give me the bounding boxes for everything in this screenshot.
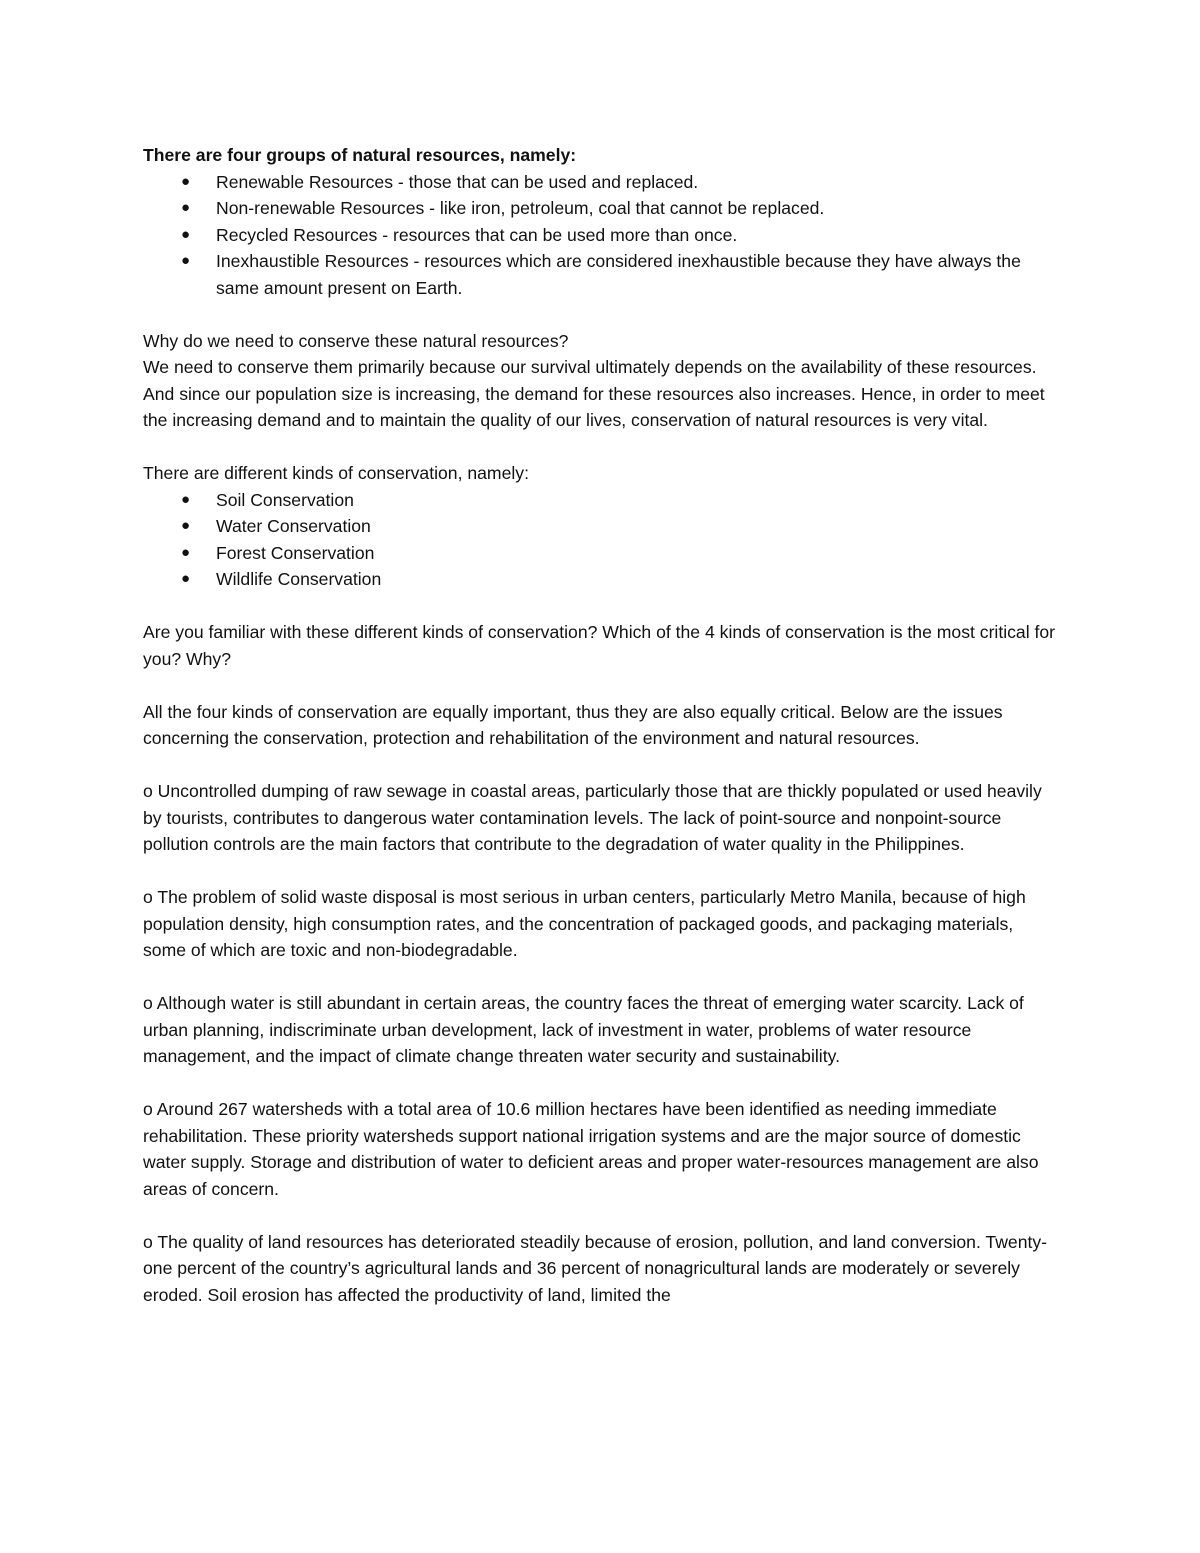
why-question: Why do we need to conserve these natural resources? [143,330,569,351]
issue-paragraph: o Although water is still abundant in certain areas, the country faces the threat of emerging water scarcity. Lack of urban planning, indiscriminate urban development, lack of investment in water, problems of water resource management, and the impact of climate change threaten water security and sustainability. [143,993,1024,1066]
bullet-icon: ● [181,543,191,561]
list-item: ● Non-renewable Resources - like iron, petroleum, coal that cannot be replaced. [143,195,1058,222]
list-item: ● Forest Conservation [143,540,1058,567]
bullet-icon: ● [181,490,191,508]
list-item: ● Water Conservation [143,513,1058,540]
issue-paragraph: o Uncontrolled dumping of raw sewage in coastal areas, particularly those that are thickly populated or used heavily by tourists, contributes to dangerous water contamination levels. The lack of point-source and nonpoint-source pollution controls are the main factors that contribute to the degradation of water quality in the Philippines. [143,781,1042,854]
list-item: ● Recycled Resources - resources that can be used more than once. [143,222,1058,249]
bullet-icon: ● [181,225,191,243]
issue-paragraph: o Around 267 watersheds with a total area of 10.6 million hectares have been identified as needing immediate rehabilitation. These priority watersheds support national irrigation systems and are the major source of domestic water supply. Storage and distribution of water to deficient areas and proper water-resources management are also areas of concern. [143,1099,1039,1199]
bullet-icon: ● [181,172,191,190]
list-item: ● Soil Conservation [143,487,1058,514]
bullet-icon: ● [181,517,191,534]
kinds-intro: There are different kinds of conservation, namely: [143,463,529,483]
bullet-icon: ● [181,199,191,216]
issue-paragraph: o The problem of solid waste disposal is most serious in urban centers, particularly Metro Manila, because of high population density, high consumption rates, and the concentration of packaged goods, and packaging materials, some of which are toxic and non-biodegradable. [143,887,1026,960]
bullet-icon: ● [181,252,191,269]
document-page [143,142,1058,1308]
resource-groups-list [143,169,1058,302]
bullet-icon: ● [181,570,191,587]
list-item: ● Inexhaustible Resources - resources which are considered inexhaustible because they have always the same amount present on Earth. [143,248,1058,301]
issue-paragraph: o The quality of land resources has deteriorated steadily because of erosion, pollution, and land conversion. Twenty-one percent of the country’s agricultural lands and 36 percent of nonagricultural lands are moderately or severely eroded. Soil erosion has affected the productivity of land, limited the [143,1231,1048,1305]
why-answer: We need to conserve them primarily because our survival ultimately depends on the availability of these resources. And since our population size is increasing, the demand for these resources also increases. Hence, in order to meet the increasing demand and to maintain the quality of our lives, conservation of natural resources is very vital. [143,357,1045,430]
resource-groups-heading: There are four groups of natural resources, namely: [143,145,577,165]
answer-paragraph: All the four kinds of conservation are equally important, thus they are also equally critical. Below are the issues concerning the conservation, protection and rehabilitation of the environment and natural resources. [143,701,1003,748]
list-item: ● Wildlife Conservation [143,566,1058,593]
familiar-question: Are you familiar with these different kinds of conservation? Which of the 4 kinds of conservation is the most critical for you? Why? [143,622,1056,669]
conservation-kinds-list [143,487,1058,593]
list-item: ● Renewable Resources - those that can be used and replaced. [143,169,1058,196]
